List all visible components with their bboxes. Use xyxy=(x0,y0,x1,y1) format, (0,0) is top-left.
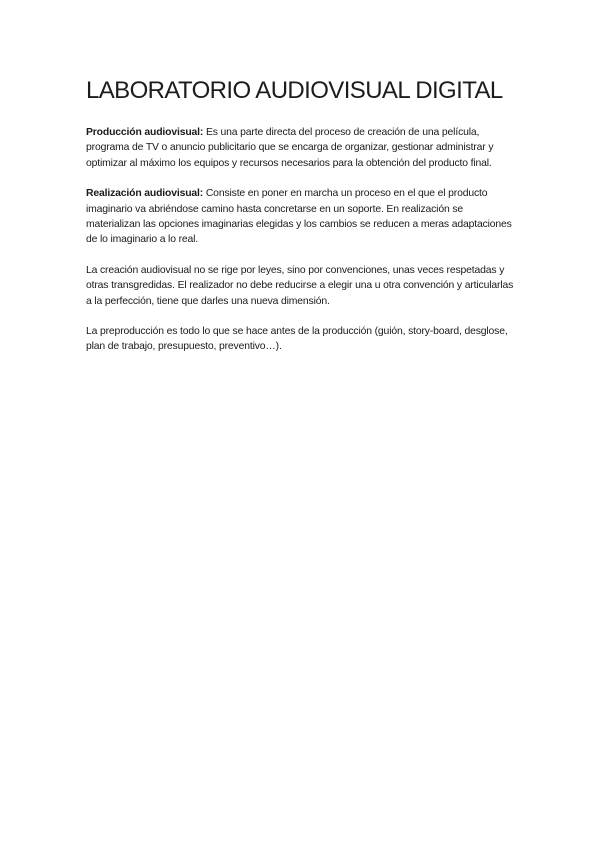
term-realizacion: Realización audiovisual: xyxy=(86,188,204,200)
text-realizacion: Consiste en poner en marcha un proceso en el que el producto imaginario va abriéndose camino hasta concretarse en un soporte. En realización se materializan las opciones imaginarias elegidas y los cambios se reducen a meras adaptaciones de lo imaginario a lo real. xyxy=(86,188,512,246)
text-produccion: Es una parte directa del proceso de creación de una película, programa de TV o anuncio publicitario que se encarga de organizar, gestionar administrar y optimizar al máximo los equipos y recursos necesarios para la obtención del producto final. xyxy=(86,127,494,169)
paragraph-realizacion xyxy=(86,186,519,248)
term-produccion: Producción audiovisual: xyxy=(86,127,204,138)
paragraph-creacion xyxy=(86,263,519,309)
text-preproduccion: La preproducción es todo lo que se hace antes de la producción (guión, story-board, desglose, plan de trabajo, presupuesto, preventivo…). xyxy=(86,326,508,353)
document-title: LABORATORIO AUDIOVISUAL DIGITAL xyxy=(86,77,503,104)
paragraph-produccion xyxy=(86,125,519,171)
paragraph-preproduccion xyxy=(86,324,519,355)
text-creacion: La creación audiovisual no se rige por leyes, sino por convenciones, unas veces respetadas y otras transgredidas. El realizador no debe reducirse a elegir una u otra convención y articularlas a la perfección, tiene que darles una nueva dimensión. xyxy=(86,264,514,307)
